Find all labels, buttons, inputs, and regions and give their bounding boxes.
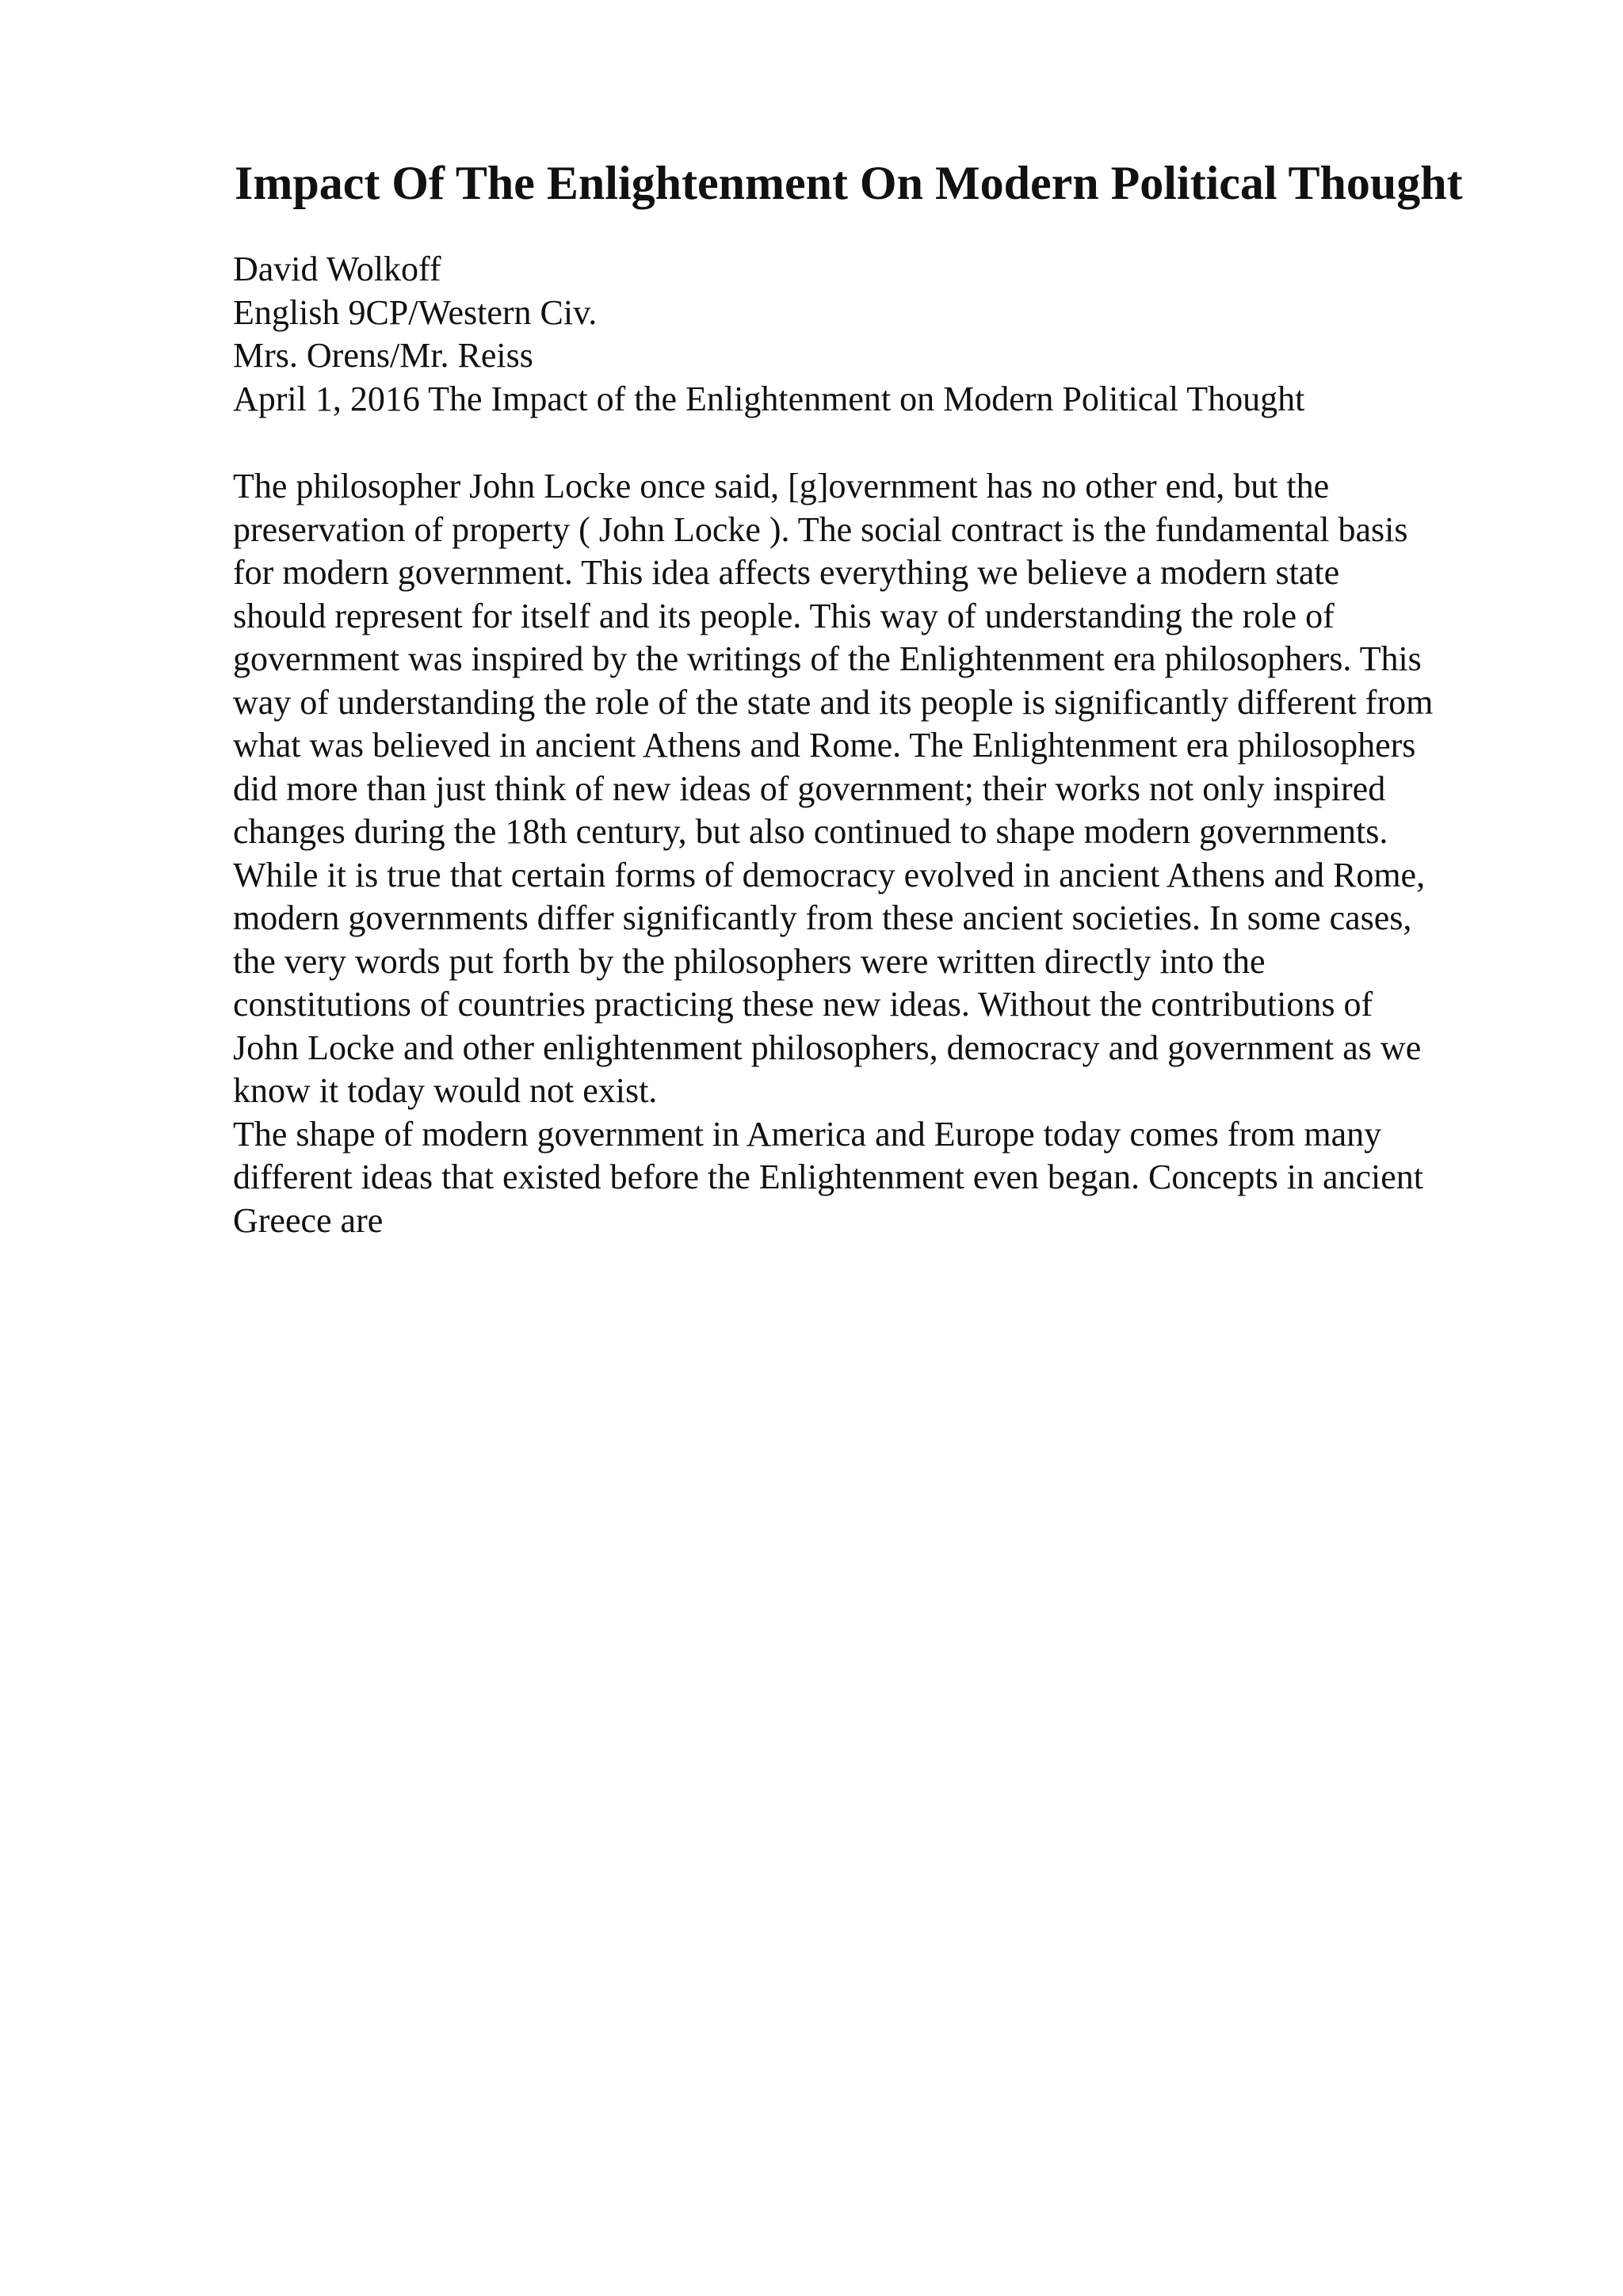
body-line: the very words put forth by the philosophers were written directly into the [233,941,1266,981]
body-line: changes during the 18th century, but also continued to shape modern governments. [233,812,1388,851]
body-line: John Locke and other enlightenment philosophers, democracy and government as we [233,1028,1422,1067]
course-name: English 9CP/Western Civ. [233,292,598,332]
body-line: Greece are [233,1200,384,1240]
body-line: way of understanding the role of the state and its people is significantly different from [233,682,1434,722]
body-line: preservation of property ( John Locke ). The social contract is the fundamental basis [233,509,1408,549]
body-line: modern governments differ significantly from these ancient societies. In some cases, [233,898,1412,937]
body-line: government was inspired by the writings of the Enlightenment era philosophers. This [233,639,1422,678]
body-line: The shape of modern government in America and Europe today comes from many [233,1114,1382,1154]
author-name: David Wolkoff [233,250,441,288]
body-line: The philosopher John Locke once said, [g]overnment has no other end, but the [233,467,1330,505]
body-line: different ideas that existed before the Enlightenment even began. Concepts in ancient [233,1158,1423,1196]
body-line: constitutions of countries practicing these new ideas. Without the contributions of [233,985,1373,1024]
body-line: should represent for itself and its people. This way of understanding the role of [233,596,1335,635]
date-and-subtitle: April 1, 2016 The Impact of the Enlightenment on Modern Political Thought [233,379,1305,418]
body-line: did more than just think of new ideas of government; their works not only inspired [233,769,1386,808]
essay-body [233,465,1549,1242]
body-line: know it today would not exist. [233,1071,658,1110]
author-header [233,248,1549,421]
document-title: Impact Of The Enlightenment On Modern Political Thought [235,157,1463,209]
body-line: what was believed in ancient Athens and Rome. The Enlightenment era philosophers [233,726,1416,765]
body-line: for modern government. This idea affects everything we believe a modern state [233,553,1340,592]
teacher-names: Mrs. Orens/Mr. Reiss [233,336,533,375]
body-line: While it is true that certain forms of democracy evolved in ancient Athens and Rome, [233,855,1426,894]
